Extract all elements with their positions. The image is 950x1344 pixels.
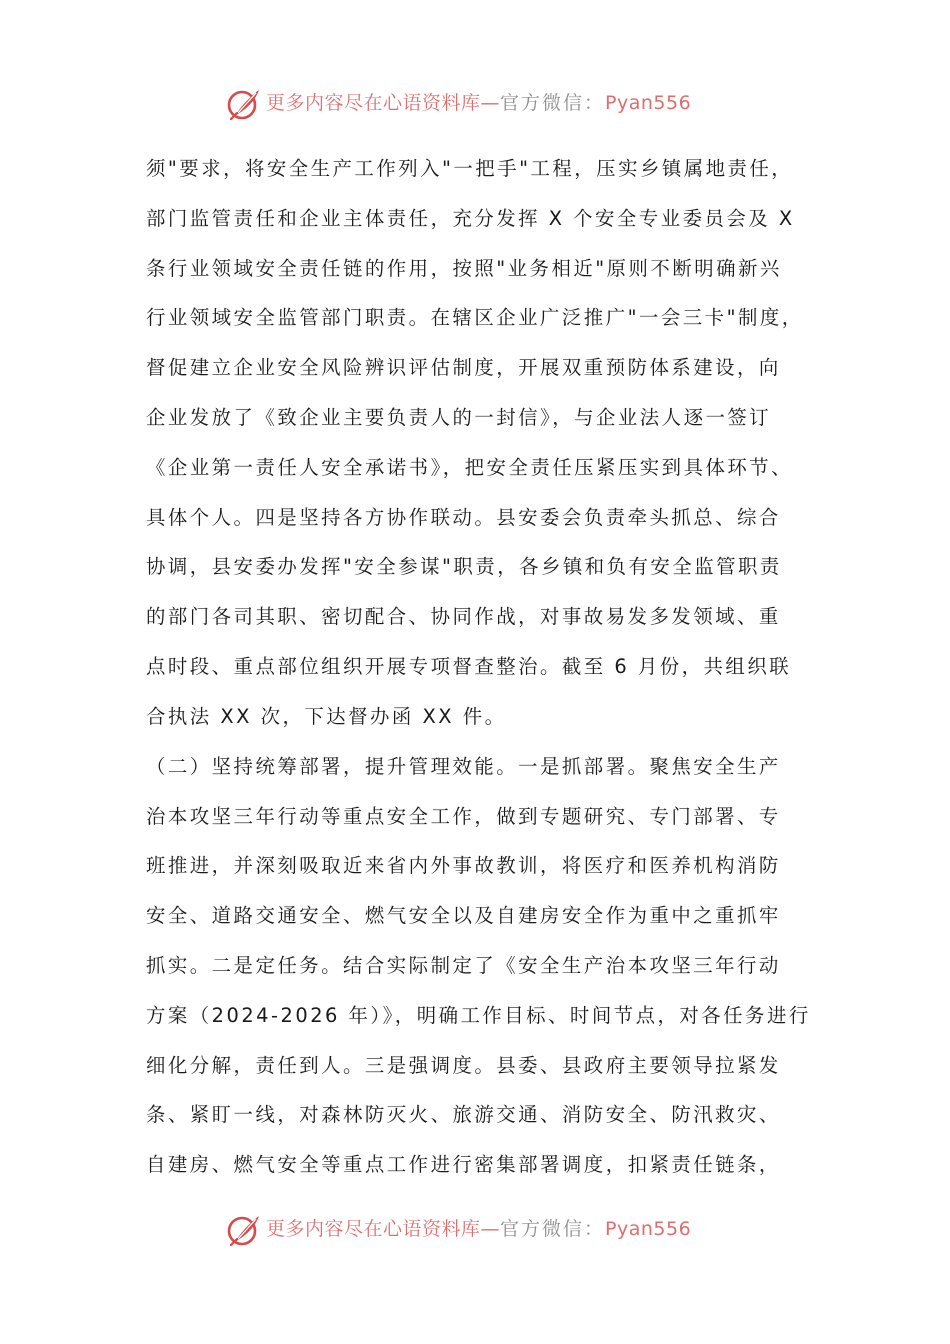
header-banner-wechat-id: Pyan556 bbox=[605, 92, 692, 114]
footer-banner-wechat-label: 官方微信： bbox=[500, 1218, 606, 1240]
footer-banner-dash: — bbox=[480, 1218, 501, 1240]
body-line-6: 企业发放了《致企业主要负责人的一封信》，与企业法人逐一签订 bbox=[146, 406, 772, 429]
body-line-2: 部门监管责任和企业主体责任，充分发挥 X 个安全专业委员会及 X bbox=[146, 207, 795, 230]
body-line-1: 须"要求，将安全生产工作列入"一把手"工程，压实乡镇属地责任， bbox=[146, 157, 794, 180]
header-banner-wechat-label: 官方微信： bbox=[500, 92, 606, 114]
footer-banner-wechat-id: Pyan556 bbox=[605, 1218, 692, 1240]
body-line-5: 督促建立企业安全风险辨识评估制度，开展双重预防体系建设，向 bbox=[146, 356, 781, 379]
footer-banner-title: 更多内容尽在心语资料库 bbox=[266, 1218, 481, 1240]
body-line-14: 治本攻坚三年行动等重点安全工作，做到专题研究、专门部署、专 bbox=[146, 805, 781, 828]
body-line-7: 《企业第一责任人安全承诺书》，把安全责任压紧压实到具体环节、 bbox=[146, 456, 794, 479]
footer-banner bbox=[0, 1208, 950, 1252]
body-line-17: 抓实。二是定任务。结合实际制定了《安全生产治本攻坚三年行动 bbox=[146, 954, 781, 977]
body-line-20: 条、紧盯一线，对森林防灭火、旅游交通、消防安全、防汛救灾、 bbox=[146, 1103, 781, 1126]
header-banner-title: 更多内容尽在心语资料库 bbox=[266, 92, 481, 114]
body-line-3: 条行业领域安全责任链的作用，按照"业务相近"原则不断明确新兴 bbox=[146, 257, 782, 280]
quill-logo-icon bbox=[226, 1212, 262, 1248]
body-line-4: 行业领域安全监管部门职责。在辖区企业广泛推广"一会三卡"制度， bbox=[146, 306, 804, 329]
body-line-16: 安全、道路交通安全、燃气安全以及自建房安全作为重中之重抓牢 bbox=[146, 904, 781, 927]
body-line-21: 自建房、燃气安全等重点工作进行密集部署调度，扣紧责任链条， bbox=[146, 1153, 781, 1176]
body-line-11: 点时段、重点部位组织开展专项督查整治。截至 6 月份，共组织联 bbox=[146, 655, 792, 678]
body-line-18: 方案（2024-2026 年）》，明确工作目标、时间节点，对各任务进行 bbox=[146, 1004, 811, 1027]
body-line-10: 的部门各司其职、密切配合、协同作战，对事故易发多发领域、重 bbox=[146, 605, 781, 628]
body-line-19: 细化分解，责任到人。三是强调度。县委、县政府主要领导拉紧发 bbox=[146, 1054, 781, 1077]
footer-banner-text bbox=[266, 1216, 691, 1242]
section-heading-line: （二）坚持统筹部署，提升管理效能。一是抓部署。聚焦安全生产 bbox=[146, 755, 781, 778]
body-line-8: 具体个人。四是坚持各方协作联动。县安委会负责牵头抓总、综合 bbox=[146, 506, 781, 529]
body-line-15: 班推进，并深刻吸取近来省内外事故教训，将医疗和医养机构消防 bbox=[146, 854, 781, 877]
body-line-9: 协调，县安委办发挥"安全参谋"职责，各乡镇和负有安全监管职责 bbox=[146, 555, 782, 578]
body-line-12: 合执法 XX 次，下达督办函 XX 件。 bbox=[146, 705, 507, 728]
header-banner-dash: — bbox=[480, 92, 501, 114]
